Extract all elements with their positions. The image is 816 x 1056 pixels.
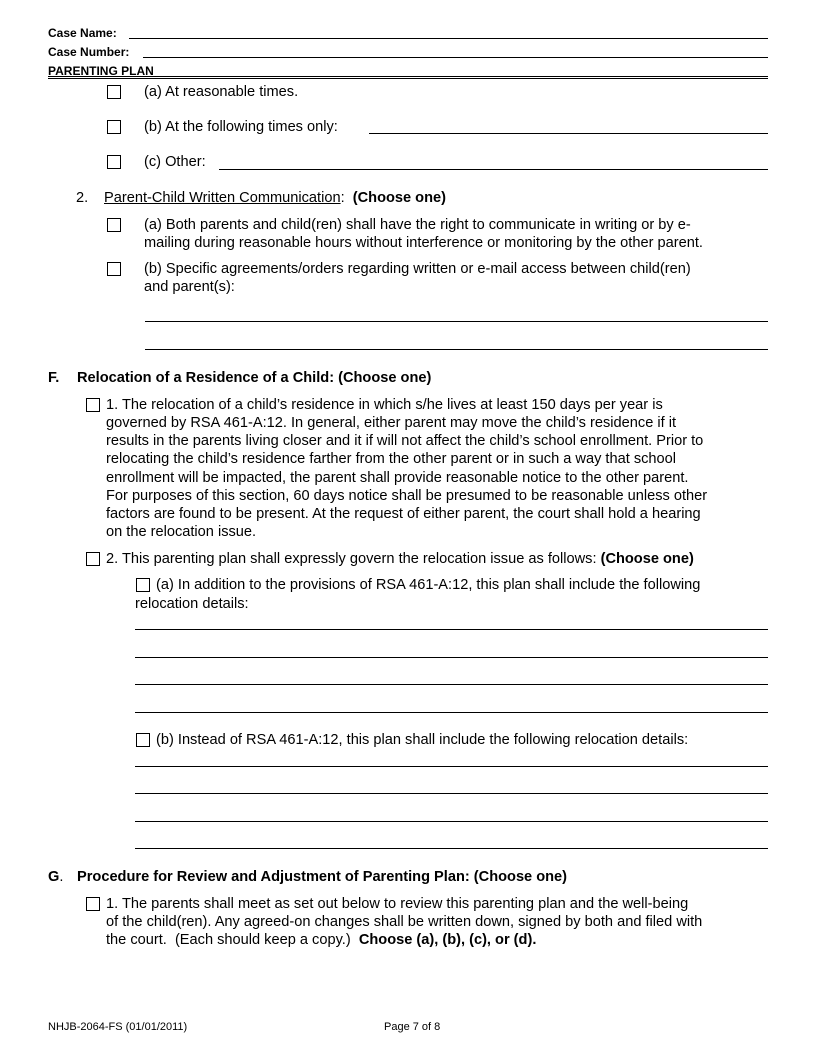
review-meeting-line3 [106, 931, 536, 949]
relocation-addition-line1: (a) In addition to the provisions of RSA 461-A:12, this plan shall include the following [156, 577, 701, 593]
written-communication-field-2[interactable] [145, 349, 768, 350]
form-id: NHJB-2064-FS (01/01/2011) [48, 1021, 188, 1033]
review-meeting-choose: Choose (a), (b), (c), or (d). [358, 932, 537, 948]
checkbox-relocation-addition[interactable] [136, 578, 150, 592]
section-g-heading [48, 868, 63, 886]
section-g-letter: G [48, 869, 60, 885]
case-number-label: Case Number: [48, 45, 130, 59]
option-following-times: (b) At the following times only: [144, 119, 338, 135]
checkbox-review-meeting[interactable] [86, 897, 100, 911]
relocation-statute-line: factors are found to be present. At the request of either parent, the court shall hold a hearing [106, 506, 701, 522]
written-communication-b-line1: (b) Specific agreements/orders regarding written or e-mail access between child(ren) [144, 261, 691, 277]
review-meeting-line1: 1. The parents shall meet as set out below to review this parenting plan and the well-being [106, 896, 689, 912]
checkbox-relocation-instead[interactable] [136, 733, 150, 747]
relocation-plan-statement: 2. This parenting plan shall expressly govern the relocation issue as follows: [106, 551, 597, 567]
written-communication-choose: (Choose one) [352, 190, 446, 206]
page-number: Page 7 of 8 [384, 1021, 441, 1033]
relocation-statute-line: on the relocation issue. [106, 524, 257, 540]
section-f-letter: F. [48, 370, 60, 386]
written-communication-a-line2: mailing during reasonable hours without interference or monitoring by the other parent. [144, 235, 703, 251]
relocation-instead-field-1[interactable] [135, 766, 768, 767]
relocation-addition-field-4[interactable] [135, 712, 768, 713]
relocation-addition-field-1[interactable] [135, 629, 768, 630]
other-field[interactable] [219, 169, 768, 170]
written-communication-a-line1: (a) Both parents and child(ren) shall have the right to communicate in writing or by e- [144, 217, 691, 233]
section-f-title: Relocation of a Residence of a Child: (Choose one) [77, 370, 432, 386]
written-communication-field-1[interactable] [145, 321, 768, 322]
option-reasonable-times: (a) At reasonable times. [144, 84, 299, 100]
checkbox-other[interactable] [107, 155, 121, 169]
relocation-instead-field-2[interactable] [135, 793, 768, 794]
relocation-statute-line: For purposes of this section, 60 days notice shall be presumed to be reasonable unless other [106, 488, 708, 504]
written-communication-title: Parent-Child Written Communication [104, 190, 341, 206]
relocation-addition-field-2[interactable] [135, 657, 768, 658]
checkbox-reasonable-times[interactable] [107, 85, 121, 99]
checkbox-relocation-plan[interactable] [86, 552, 100, 566]
header-divider-bottom [48, 78, 768, 79]
section-g-title: Procedure for Review and Adjustment of Parenting Plan: (Choose one) [77, 869, 568, 885]
checkbox-written-communication-b[interactable] [107, 262, 121, 276]
following-times-field[interactable] [369, 133, 768, 134]
relocation-statute-line: relocating the child’s residence farther from the other parent or in such a way that school [106, 451, 677, 467]
relocation-instead-text: (b) Instead of RSA 461-A:12, this plan shall include the following relocation details: [156, 732, 689, 748]
checkbox-written-communication-a[interactable] [107, 218, 121, 232]
section-g-letter-dot: . [59, 869, 64, 885]
review-meeting-line3-text: the court. (Each should keep a copy.) [106, 932, 359, 948]
written-communication-heading [104, 189, 446, 207]
checkbox-following-times[interactable] [107, 120, 121, 134]
relocation-statute-line: 1. The relocation of a child’s residence in which s/he lives at least 150 days per year is [106, 397, 663, 413]
relocation-addition-line2: relocation details: [135, 596, 249, 612]
relocation-plan-text [106, 550, 694, 568]
case-name-field[interactable] [129, 38, 768, 39]
relocation-plan-choose: (Choose one) [600, 551, 694, 567]
option-other: (c) Other: [144, 154, 206, 170]
case-name-label: Case Name: [48, 26, 117, 40]
relocation-instead-field-4[interactable] [135, 848, 768, 849]
form-title: PARENTING PLAN [48, 64, 154, 78]
case-number-field[interactable] [143, 57, 768, 58]
written-communication-b-line2: and parent(s): [144, 279, 235, 295]
relocation-instead-field-3[interactable] [135, 821, 768, 822]
item-number-written-communication: 2. [76, 190, 89, 206]
header-divider-top [48, 76, 768, 77]
review-meeting-line2: of the child(ren). Any agreed-on changes shall be written down, signed by both and filed with [106, 914, 703, 930]
checkbox-relocation-statute[interactable] [86, 398, 100, 412]
relocation-statute-line: enrollment will be impacted, the parent shall provide reasonable notice to the other parent. [106, 470, 689, 486]
relocation-addition-field-3[interactable] [135, 684, 768, 685]
written-communication-colon: : [340, 190, 345, 206]
relocation-statute-line: governed by RSA 461-A:12. In general, either parent may move the child’s residence if it [106, 415, 677, 431]
relocation-statute-line: results in the parents living closer and it if will not affect the child’s school enrollment. Prior to [106, 433, 704, 449]
